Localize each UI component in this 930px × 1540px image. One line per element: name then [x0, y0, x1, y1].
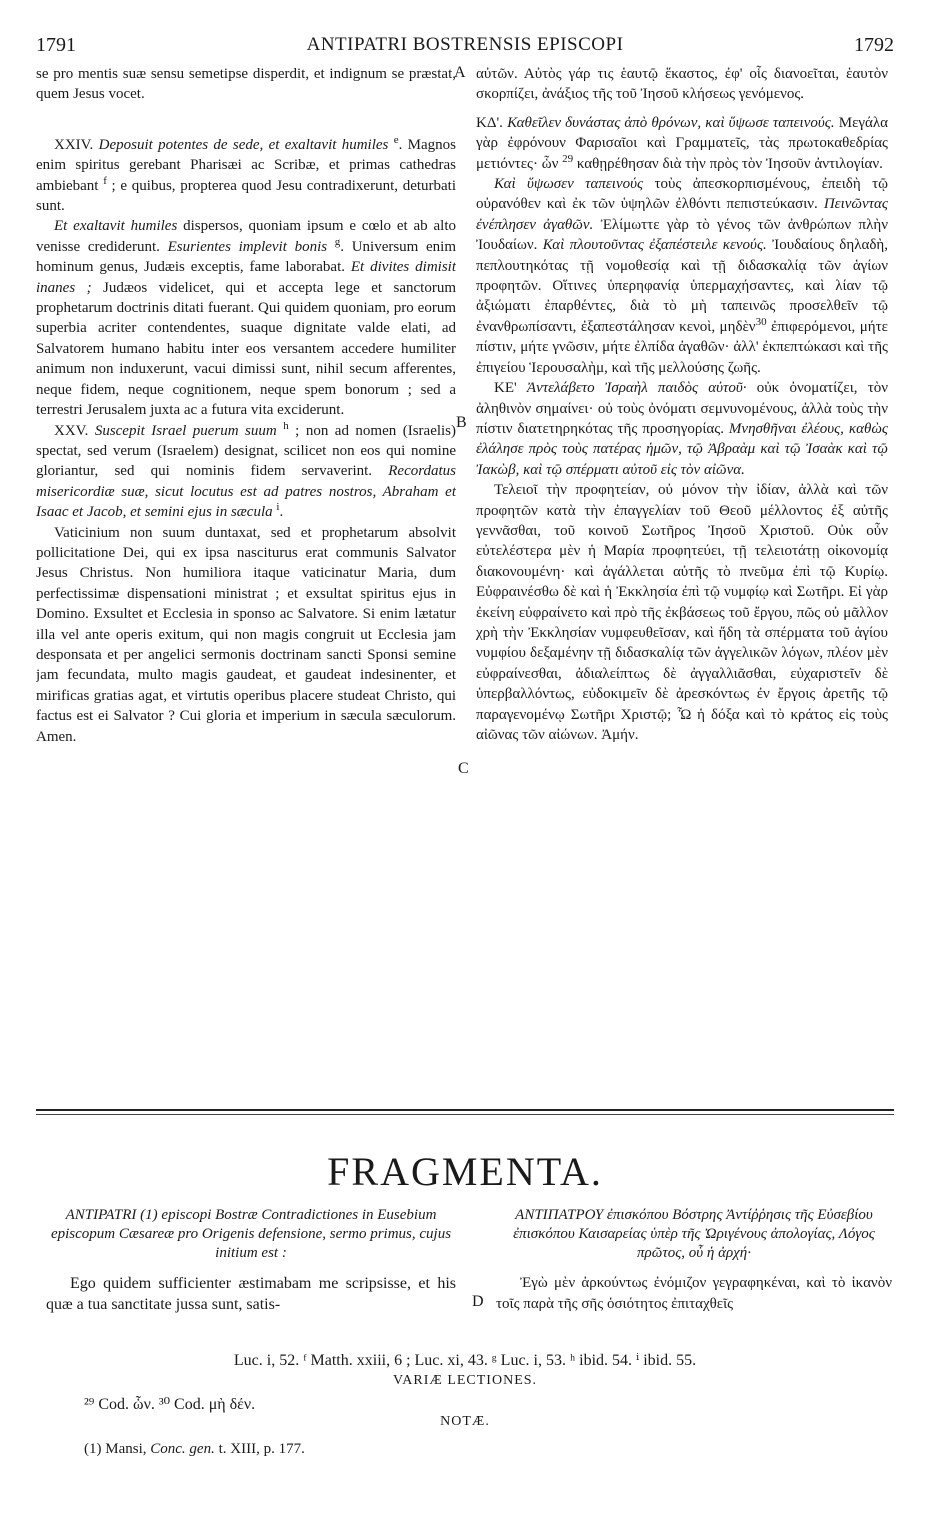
- scripture-quote: Et divites dimisit inanes ;: [36, 259, 456, 296]
- margin-marker-d: D: [472, 1293, 484, 1310]
- fragment-heading: ΑΝΤΙΠΑΤΡΟΥ ἐπισκόπου Βόστρης Ἀντίῤῥησις τῆς Εὐσεβίου ἐπισκόπου Καισαρείας ὑπὲρ τῆς Ὠριγένους ἀπολογίας, Λόγος πρῶτος, οὗ ἡ ἀρχή·: [513, 1207, 875, 1261]
- latin-text: .: [279, 504, 284, 521]
- variant-marker: 30: [755, 315, 767, 328]
- section-title: FRAGMENTA.: [327, 1149, 603, 1194]
- latin-paragraph: [36, 64, 456, 105]
- scripture-quote: Recordatus misericordiæ suæ, sicut locutus est ad patres nostros, Abraham et Isaac et Jacob, et semini ejus in sæcula: [36, 463, 456, 521]
- greek-paragraph: [476, 174, 888, 378]
- scripture-quote: Esurientes implevit bonis: [167, 238, 328, 255]
- page-number-left: 1791: [36, 34, 76, 56]
- margin-marker-c: C: [458, 760, 469, 777]
- latin-text: se pro mentis suæ sensu semetipse disperdit, et indignum se præstat, quem Jesus vocet.: [36, 66, 456, 103]
- latin-text: ; e quibus, propterea quod Jesu contradixerunt, deturbati sunt.: [36, 177, 456, 215]
- page-number-right: 1792: [854, 34, 894, 56]
- footnote-marker: e: [393, 133, 399, 146]
- section-rule: [36, 1114, 894, 1115]
- scripture-references: Luc. i, 52. ᶠ Matth. xxiii, 6 ; Luc. xi, 43. ᵍ Luc. i, 53. ʰ ibid. 54. ⁱ ibid. 55.: [233, 1352, 697, 1369]
- latin-text: . Universum enim hominum genus, Judæis exceptis, fame laborabat.: [36, 238, 456, 276]
- scripture-quote: Καὶ πλουτοῦντας ἐξαπέστειλε κενούς.: [542, 237, 767, 254]
- fragment-greek: [496, 1206, 892, 1315]
- greek-text: τοὺς ἀπεσκορπισμένους, ἐπειδὴ τῷ οὐρανόθεν καὶ ἐκ τῶν ὑψηλῶν ἐλθόντι πεπιστεύκασιν.: [476, 176, 888, 213]
- mansi-reference: [84, 1441, 305, 1458]
- footnote-marker: f: [103, 174, 107, 187]
- latin-paragraph: [36, 421, 456, 523]
- greek-text: καθῃρέθησαν διὰ τὴν πρὸς τὸν Ἰησοῦν ἀντιλογίαν.: [573, 155, 883, 172]
- greek-text: αὐτῶν. Αὐτὸς γάρ τις ἑαυτῷ ἕκαστος, ἐφ' οἷς διανοεῖται, ἑαυτὸν σκορπίζει, ἀνάξιος τῆς τοῦ Ἰησοῦ κλήσεως γενόμενος.: [476, 66, 888, 103]
- fragment-latin: [46, 1206, 456, 1315]
- latin-paragraph: [36, 216, 456, 420]
- scripture-quote: Ἀντελάβετο Ἰσραὴλ παιδὸς αὐτοῦ·: [526, 380, 747, 397]
- page-header: [36, 34, 894, 60]
- scripture-quote: Μνησθῆναι ἐλέους, καθὼς ἐλάλησε πρὸς τοὺς πατέρας ἡμῶν, τῷ Ἀβραὰμ καὶ τῷ Ἰσαὰκ καὶ τῷ Ἰακὼβ, καὶ τῷ σπέρματι αὐτοῦ εἰς τὸν αἰῶνα.: [476, 420, 888, 478]
- greek-text: ἐπιφερόμενοι, μήτε πίστιν, μήτε γνῶσιν, μήτε ἐλπίδα ἀγαθῶν· ἀλλ' ἐκπεπτώκασι καὶ τῆς ἐπιγείου Ἱερουσαλὴμ, καὶ τῆς μελλούσης ζωῆς.: [476, 318, 888, 376]
- greek-text: οὐκ ὀνοματίζει, τὸν ἀληθινὸν σημαίνει· οὐ τοὺς ὀνόματι σεμνυνομένους, ἀλλὰ τοὺς τὴν πίστιν διατετηρηκότας τῆς προσηγορίας.: [476, 380, 888, 437]
- footnote-marker: i: [276, 501, 280, 514]
- latin-text: Vaticinium non suum duntaxat, sed et prophetarum absolvit pollicitatione Dei, qui ex ipsa nasciturus erat communis Salvator Jesus Christus. Non humiliora itaque vaticinatur Maria, dum perfectissimæ dispensationi ministrat ; et exsultat spiritus ejus in Domino. Exsultet et Ecclesia in sponso ac Salvatore. Si enim lætatur illa vel ante operis exitum, qui non magis congruit ut Ecclesia jam desponsata et per angelici sermonis doctrinam sancti Sponsi semine jam fecundata, multo magis gaudeat, et gaudeat indesinenter, et mirificas gratias agat, et virtutis operibus placere studeat Christo, qui factus est ei Salvator ? Cui gloria et imperium in sæcula sæculorum. Amen.: [36, 524, 456, 745]
- greek-text: Ἰουδαίους δηλαδὴ, πεπλουτηκότας τῇ νομοθεσίᾳ καὶ τῇ διδασκαλίᾳ τῶν ἁγίων προφητῶν. Οἵτινες ὑπερηφανίᾳ ὑπερμαχήσαντες, καὶ λίαν τῷ ἀξιώματι ἐπαρθέντες, διὰ τὸ μὴ ταπεινῶς προσελθεῖν τῷ ἐνανθρωπίσαντι, ἐξαπεστάλησαν κενοὶ, μηδὲν: [476, 237, 888, 335]
- variant-readings: ²⁹ Cod. ὧν. ³⁰ Cod. μὴ δέν.: [84, 1396, 256, 1413]
- scripture-quote: Suscepit Israel puerum suum: [94, 422, 277, 439]
- greek-column: [476, 64, 888, 994]
- scripture-quote: Πεινῶντας ἐνέπλησεν ἀγαθῶν.: [476, 196, 888, 233]
- scripture-quote: Et exaltavit humiles: [54, 218, 178, 235]
- fragment-text: Ego quidem sufficienter æstimabam me scripsisse, et his quæ a tua sanctitate jussa sunt, satis-: [46, 1275, 456, 1313]
- latin-column: [36, 64, 456, 994]
- section-rule: [36, 1109, 894, 1111]
- section-number: XXV.: [54, 422, 89, 439]
- scripture-quote: Καθεῖλεν δυνάστας ἀπὸ θρόνων, καὶ ὕψωσε ταπεινούς.: [507, 114, 835, 131]
- greek-paragraph: [476, 480, 888, 745]
- greek-text: ὧν: [537, 155, 559, 172]
- latin-text: ; non ad nomen (Israelis) spectat, sed verum (Israelem) designat, scilicet non eos qui nomine gloriantur, sed qui nominis fidem servaverint.: [36, 422, 456, 480]
- section-number: ΚΔ'.: [476, 114, 503, 131]
- footnote-marker: h: [283, 419, 289, 432]
- greek-text: Μεγάλα γὰρ ἐφρόνουν Φαρισαῖοι καὶ Γραμματεῖς, τὰς πρωτοκαθεδρίας μετιόντες·: [476, 114, 888, 172]
- margin-marker-a: A: [454, 64, 466, 81]
- latin-text: . Magnos enim spiritus gerebant Pharisæi ac Scribæ, et primas cathedras ambiebant: [36, 136, 456, 194]
- variae-lectiones-title: VARIÆ LECTIONES.: [392, 1373, 538, 1388]
- note-text: Conc. gen.: [150, 1441, 215, 1457]
- greek-text: Ἐλίμωττε γὰρ τὸ γένος τῶν ἀνθρώπων πλὴν Ἰουδαίων.: [476, 216, 888, 254]
- latin-paragraph: [36, 135, 456, 217]
- footnote-marker: g: [334, 235, 341, 248]
- greek-text: Τελειοῖ τὴν προφητείαν, οὐ μόνον τὴν ἰδίαν, ἀλλὰ καὶ τῶν προφητῶν κατὰ τὴν ἐπαγγελίαν τοῦ Θεοῦ μέλλοντος ἐξ αὐτῆς γεννᾶσθαι, τοῦ κοινοῦ Σωτῆρος Ἰησοῦ Χριστοῦ. Οὐκ οὖν εὐτελέστερα μὲν ἡ Μαρία προφητεύει, τῇ τελειοτάτῃ οἰκονομίᾳ διακονουμένη· καὶ ἀγάλλεται αὐτῆς τὸ πνεῦμα ἐπὶ τῷ Κυρίῳ. Εὐφραινέσθω δὲ καὶ ἡ Ἐκκλησία ἐπὶ τῷ νυμφίῳ καὶ Σωτῆρι. Εἰ γὰρ ἐκείνη εὐφραίνετο καὶ πρὸ τῆς ἐκβάσεως τοῦ ἔργου, πῶς οὐ μᾶλλον χρὴ τὴν Ἐκκλησίαν νυμφευθεῖσαν, καὶ ἤδη τὰ σπέρματα τοῦ ἁγίου νυμφίου δεξαμένην τῇ διδασκαλίᾳ τῶν ἀγγελικῶν λόγων, πλέον μὲν εὐφραίνεσθαι, ἀδιαλείπτως δὲ ἀγγαλλιᾶσθαι, εὐχαριστεῖν δὲ ὑπερβαλλόντως, εὐδοκιμεῖν δὲ ἀρεσκόντως ἐν ἔργοις ἀρετῆς τῷ παραγενομένῳ Σωτῆρι Χριστῷ; Ὧ ἡ δόξα καὶ τὸ κράτος εἰς τοὺς αἰῶνας τῶν αἰώνων. Ἀμήν.: [476, 482, 888, 743]
- section-number: XXIV.: [54, 136, 94, 153]
- latin-text: dispersos, quoniam ipsum e cœlo et ab alto venisse crediderunt.: [36, 218, 456, 255]
- section-number: ΚΕ': [494, 380, 517, 397]
- scripture-quote: Deposuit potentes de sede, et exaltavit humiles: [98, 136, 389, 153]
- fragment-text: Ἐγὼ μὲν ἀρκούντως ἐνόμιζον γεγραφηκέναι, καὶ τὸ ἱκανὸν τοῖς παρὰ τῆς σῆς ὁσιότητος ἐπιταχθεῖς: [496, 1275, 892, 1312]
- running-title: ANTIPATRI BOSTRENSIS EPISCOPI: [306, 34, 624, 55]
- greek-paragraph: [476, 378, 888, 480]
- greek-paragraph: [476, 64, 888, 105]
- latin-paragraph: [36, 523, 456, 747]
- notae-title: NOTÆ.: [440, 1414, 490, 1429]
- note-text: (1) Mansi,: [84, 1441, 151, 1457]
- greek-paragraph: [476, 113, 888, 174]
- note-text: t. XIII, p. 177.: [214, 1441, 305, 1457]
- scripture-quote: Καὶ ὕψωσεν ταπεινούς: [494, 176, 644, 193]
- latin-text: Judæos videlicet, qui et accepta lege et sanctorum prophetarum doctrinis ditati fuerant. Qui quidem quoniam, pro eorum superbia acriter contendentes, suaque dignitate valde elati, ad Salvatorem humano habitu inter eos versantem accedere humiliter animum non induxerunt, vacui dimissi sunt, nihil secum afferentes, neque fidem, neque cognitionem, neque spem bonorum ; sed a terrestri Jerusalem juxta ac a futura vita exciderunt.: [36, 279, 456, 419]
- variant-marker: 29: [562, 152, 574, 165]
- fragment-heading: ANTIPATRI (1) episcopi Bostræ Contradictiones in Eusebium episcopum Cæsareæ pro Origenis defensione, sermo primus, cujus initium est :: [50, 1207, 452, 1261]
- margin-marker-b: B: [456, 414, 467, 431]
